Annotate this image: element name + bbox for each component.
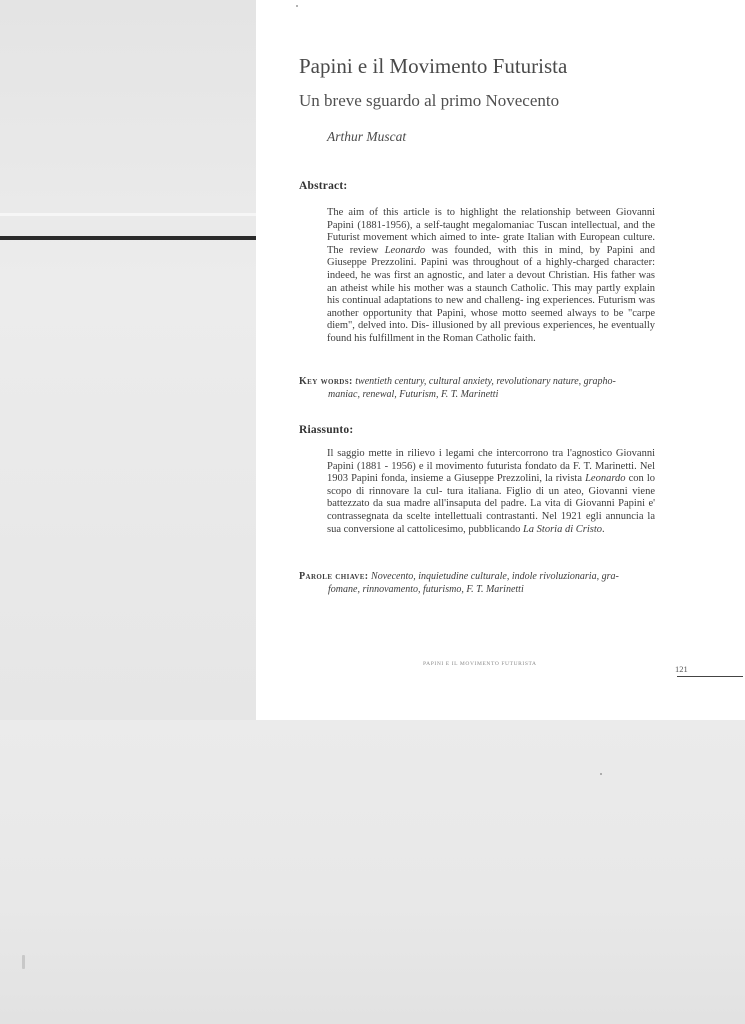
abstract-line: partly explain his continual adaptations to new and challeng- bbox=[327, 282, 656, 307]
keywords-line: twentieth century, cultural anxiety, revolutionary nature, grapho- bbox=[355, 376, 616, 387]
abstract-line: whose motto seemed always to be "carpe diem", delved into. Dis- bbox=[327, 307, 656, 332]
keywords-label: Parole chiave: bbox=[299, 571, 369, 582]
article-title: Papini e il Movimento Futurista bbox=[299, 54, 568, 78]
abstract-line: grate Italian with European culture. The review bbox=[327, 232, 656, 256]
riassunto-end: . bbox=[602, 523, 605, 535]
article-subtitle: Un breve sguardo al primo Novecento bbox=[299, 91, 560, 110]
scan-speck bbox=[600, 773, 602, 775]
keywords-english bbox=[299, 376, 657, 401]
abstract-paragraph bbox=[327, 207, 655, 346]
review-name: Leonardo bbox=[585, 473, 626, 485]
riassunto-line: Il saggio mette in rilievo i legami che intercorrono tra l'agnostico bbox=[327, 448, 613, 459]
scan-speck bbox=[296, 5, 298, 7]
abstract-line: illusioned by all previous experiences, he eventually found his bbox=[327, 320, 656, 344]
abstract-line: was first an agnostic, and later a devout Christian. His father was bbox=[374, 269, 656, 281]
riassunto-line: tura italiana. Figlio di un ateo, Giovanni viene battezzato da bbox=[327, 485, 656, 510]
scan-edge-light-line bbox=[0, 213, 262, 216]
footer-rule bbox=[677, 676, 743, 677]
article-author: Arthur Muscat bbox=[327, 129, 407, 144]
abstract-line: intellectual, and the Futurist movement which aimed to inte- bbox=[327, 219, 656, 244]
abstract-heading: Abstract: bbox=[299, 180, 348, 192]
scan-edge-dark-line bbox=[0, 236, 262, 240]
riassunto-heading: Riassunto: bbox=[299, 424, 354, 436]
abstract-line: an atheist while his mother was a staunch Catholic. This may bbox=[327, 282, 593, 294]
riassunto-paragraph bbox=[327, 448, 655, 536]
keywords-label: Key words: bbox=[299, 376, 353, 387]
review-name: Leonardo bbox=[384, 244, 426, 256]
scan-smudge bbox=[22, 955, 25, 969]
keywords-line: fomane, rinnovamento, futurismo, F. T. Marinetti bbox=[328, 583, 524, 595]
riassunto-line: Prezzolini, la rivista bbox=[496, 473, 586, 485]
keywords-line: maniac, renewal, Futurism, F. T. Marinetti bbox=[328, 388, 499, 400]
abstract-line: Papini was throughout of a highly-charged character: indeed, he bbox=[327, 257, 655, 281]
scan-background-bottom bbox=[0, 720, 745, 1024]
running-head: PAPINI E IL MOVIMENTO FUTURISTA bbox=[423, 661, 537, 667]
keywords-line: Novecento, inquietudine culturale, indole rivoluzionaria, gra- bbox=[371, 571, 619, 582]
abstract-line: fulfillment in the Roman Catholic faith. bbox=[369, 332, 536, 344]
riassunto-line: sua madre all'insaputa del padre. La vita di Giovanni Papini e' bbox=[386, 498, 656, 510]
abstract-line: founded, with this in mind, by Papini and Giuseppe Prezzolini. bbox=[327, 244, 655, 269]
page-number: 121 bbox=[675, 664, 688, 674]
abstract-line: Giovanni Papini (1881-1956), a self-taught megalomaniac Tuscan bbox=[327, 207, 656, 231]
abstract-line: The aim of this article is to highlight the relationship between bbox=[327, 207, 611, 218]
book-title: La bbox=[522, 523, 535, 535]
book-title: Storia di Cristo bbox=[536, 523, 603, 535]
abstract-line-tail: was bbox=[425, 244, 448, 256]
riassunto-line: contrassegnata da scelte intellettuali contrastanti. Nel 1921 egli bbox=[327, 510, 602, 522]
scan-background-left bbox=[0, 0, 262, 720]
keywords-italian bbox=[299, 571, 657, 596]
riassunto-line: annuncia la sua conversione al cattolicesimo, pubblicando bbox=[327, 510, 656, 535]
riassunto-line: Giovanni Papini (1881 - 1956) e il movimento futurista fondato bbox=[327, 448, 655, 472]
abstract-line: ing experiences. Futurism was another opportunity that Papini, bbox=[327, 295, 656, 319]
riassunto-line: da F. T. Marinetti. Nel 1903 Papini fonda, insieme a Giuseppe bbox=[327, 460, 656, 485]
riassunto-line-tail: con lo scopo di rinnovare la cul- bbox=[327, 473, 655, 497]
